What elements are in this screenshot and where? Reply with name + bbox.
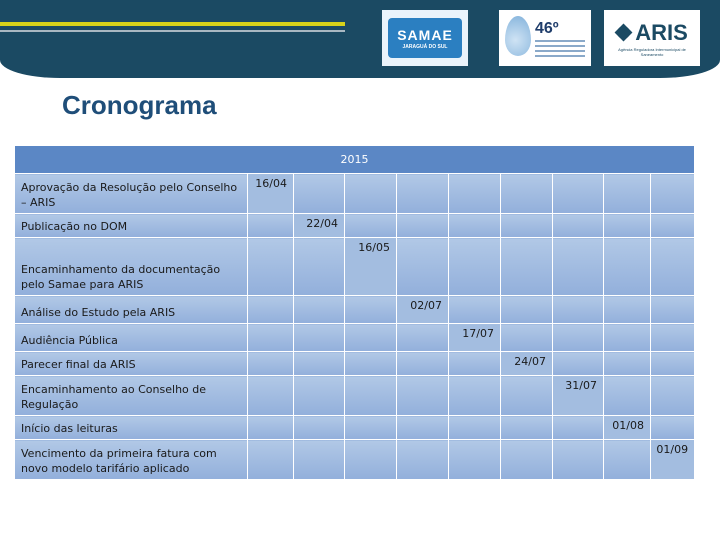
timeline-cell: [248, 352, 294, 376]
timeline-cell: [397, 376, 449, 416]
table-row: [15, 296, 695, 324]
timeline-cell: [604, 324, 651, 352]
samae-logo-text: SAMAE: [397, 26, 453, 43]
timeline-cell: [397, 174, 449, 214]
timeline-cell: [397, 416, 449, 440]
timeline-cell: [449, 416, 501, 440]
milestone-date: 02/07: [397, 296, 449, 324]
aris-logo-subtitle: Agência Reguladora Intermunicipal de Saneamento: [618, 46, 686, 57]
timeline-cell: [501, 376, 553, 416]
timeline-cell: [294, 238, 345, 296]
timeline-cell: [294, 376, 345, 416]
timeline-cell: [248, 416, 294, 440]
aris-logo: [604, 10, 700, 66]
table-row: [15, 324, 695, 352]
timeline-cell: [501, 296, 553, 324]
timeline-cell: [345, 376, 397, 416]
timeline-cell: [553, 324, 604, 352]
timeline-cell: [397, 352, 449, 376]
congress-number: 46º: [535, 20, 559, 37]
milestone-date: 31/07: [553, 376, 604, 416]
timeline-cell: [553, 440, 604, 480]
table-row: [15, 440, 695, 480]
timeline-cell: [294, 324, 345, 352]
activity-label: Encaminhamento da documentação pelo Samae para ARIS: [15, 238, 248, 296]
timeline-cell: [651, 324, 695, 352]
activity-label: Publicação no DOM: [15, 214, 248, 238]
timeline-cell: [449, 440, 501, 480]
milestone-date: 16/04: [248, 174, 294, 214]
timeline-cell: [248, 296, 294, 324]
timeline-cell: [449, 376, 501, 416]
timeline-cell: [553, 174, 604, 214]
timeline-cell: [501, 416, 553, 440]
timeline-cell: [345, 352, 397, 376]
timeline-cell: [345, 296, 397, 324]
timeline-cell: [294, 174, 345, 214]
timeline-cell: [294, 416, 345, 440]
timeline-cell: [294, 440, 345, 480]
timeline-cell: [294, 352, 345, 376]
timeline-cell: [294, 296, 345, 324]
timeline-cell: [604, 238, 651, 296]
timeline-cell: [248, 376, 294, 416]
timeline-cell: [248, 238, 294, 296]
timeline-cell: [501, 324, 553, 352]
timeline-cell: [397, 214, 449, 238]
timeline-cell: [501, 214, 553, 238]
activity-label: Vencimento da primeira fatura com novo modelo tarifário aplicado: [15, 440, 248, 480]
timeline-cell: [397, 440, 449, 480]
page-title: Cronograma: [62, 90, 217, 120]
activity-label: Aprovação da Resolução pelo Conselho – ARIS: [15, 174, 248, 214]
samae-logo-city: JARAGUÁ DO SUL: [402, 43, 448, 50]
year-header: 2015: [15, 146, 695, 174]
timeline-cell: [345, 174, 397, 214]
activity-label: Início das leituras: [15, 416, 248, 440]
table-row: [15, 352, 695, 376]
timeline-cell: [248, 440, 294, 480]
timeline-cell: [604, 214, 651, 238]
timeline-cell: [449, 352, 501, 376]
timeline-cell: [553, 352, 604, 376]
timeline-cell: [397, 324, 449, 352]
water-drop-icon: [505, 16, 531, 56]
activity-label: Audiência Pública: [15, 324, 248, 352]
milestone-date: 01/08: [604, 416, 651, 440]
timeline-cell: [651, 296, 695, 324]
activity-label: Análise do Estudo pela ARIS: [15, 296, 248, 324]
activity-label: Encaminhamento ao Conselho de Regulação: [15, 376, 248, 416]
table-row: [15, 214, 695, 238]
samae-logo: [382, 10, 468, 66]
timeline-cell: [501, 440, 553, 480]
milestone-date: 17/07: [449, 324, 501, 352]
milestone-date: 22/04: [294, 214, 345, 238]
timeline-cell: [449, 214, 501, 238]
timeline-cell: [449, 238, 501, 296]
timeline-cell: [345, 440, 397, 480]
timeline-cell: [345, 324, 397, 352]
timeline-cell: [604, 174, 651, 214]
timeline-cell: [345, 416, 397, 440]
milestone-date: 01/09: [651, 440, 695, 480]
timeline-cell: [553, 416, 604, 440]
timeline-cell: [449, 296, 501, 324]
timeline-cell: [651, 174, 695, 214]
header-accent-line-thin: [0, 30, 345, 32]
timeline-cell: [651, 214, 695, 238]
assemae-congress-logo: [499, 10, 591, 66]
timeline-cell: [248, 324, 294, 352]
timeline-cell: [651, 352, 695, 376]
timeline-cell: [651, 238, 695, 296]
milestone-date: 16/05: [345, 238, 397, 296]
timeline-cell: [553, 214, 604, 238]
milestone-date: 24/07: [501, 352, 553, 376]
table-row: [15, 416, 695, 440]
aris-diamond-icon: [616, 25, 632, 41]
activity-label: Parecer final da ARIS: [15, 352, 248, 376]
timeline-cell: [449, 174, 501, 214]
timeline-cell: [397, 238, 449, 296]
table-row: [15, 238, 695, 296]
timeline-cell: [553, 238, 604, 296]
timeline-cell: [501, 238, 553, 296]
timeline-cell: [501, 174, 553, 214]
aris-logo-text: ARIS: [635, 19, 688, 45]
timeline-cell: [553, 296, 604, 324]
timeline-cell: [248, 214, 294, 238]
congress-logo-lines: [535, 40, 585, 60]
timeline-cell: [604, 296, 651, 324]
timeline-cell: [604, 440, 651, 480]
timeline-cell: [345, 214, 397, 238]
timeline-cell: [651, 376, 695, 416]
header-accent-line: [0, 22, 345, 26]
header-band: [0, 0, 720, 78]
timeline-cell: [604, 376, 651, 416]
timeline-cell: [651, 416, 695, 440]
schedule-table: [14, 145, 694, 480]
table-row: [15, 376, 695, 416]
timeline-cell: [604, 352, 651, 376]
table-row: [15, 174, 695, 214]
